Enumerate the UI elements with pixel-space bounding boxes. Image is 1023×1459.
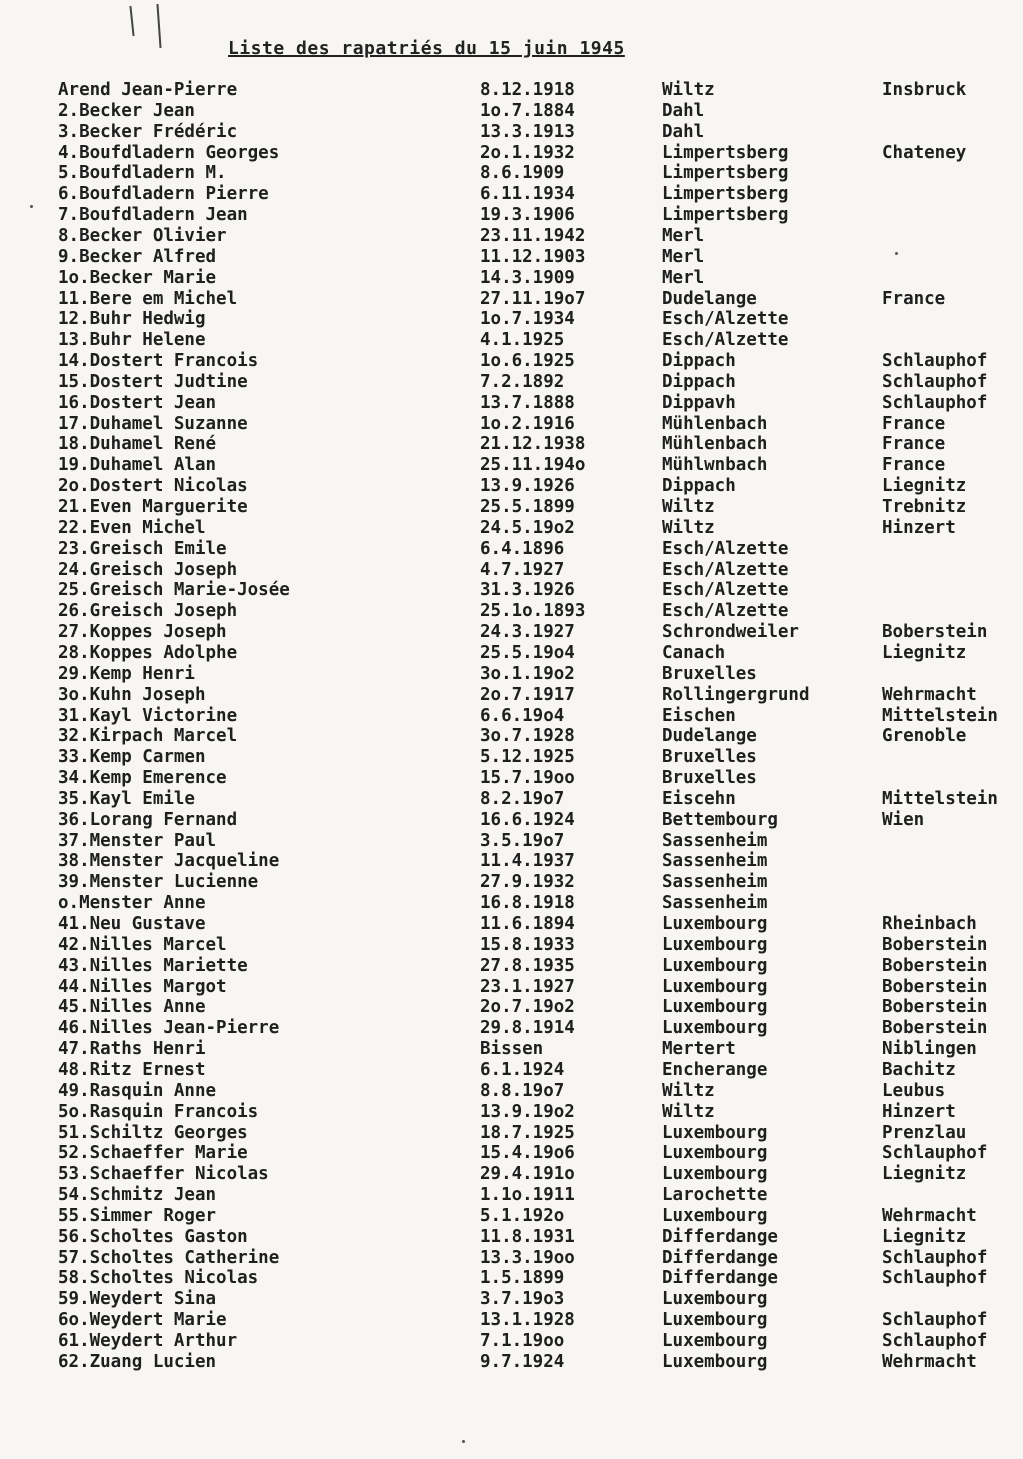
birth-place: Eiscehn — [662, 788, 736, 809]
destination: Wehrmacht — [882, 684, 977, 705]
list-item — [0, 789, 1023, 810]
birth-place: Eischen — [662, 705, 736, 726]
list-item — [0, 1081, 1023, 1102]
birth-date: 1.1o.1911 — [480, 1185, 575, 1206]
list-item — [0, 872, 1023, 893]
birth-place: Dippach — [662, 351, 736, 372]
list-item — [0, 1227, 1023, 1248]
list-item — [0, 518, 1023, 539]
person-name: 16.Dostert Jean — [58, 392, 217, 413]
list-item — [0, 747, 1023, 768]
list-item — [0, 101, 1023, 122]
birth-date: 27.8.1935 — [480, 955, 575, 976]
list-item — [0, 247, 1023, 268]
birth-date: 11.8.1931 — [480, 1226, 575, 1247]
list-item — [0, 1060, 1023, 1081]
birth-place: Luxembourg — [662, 955, 768, 976]
list-item — [0, 560, 1023, 581]
birth-place: Limpertsberg — [662, 142, 789, 163]
person-name: 6o.Weydert Marie — [58, 1310, 227, 1331]
birth-place: Luxembourg — [662, 1122, 768, 1143]
birth-place: Dudelange — [662, 726, 757, 747]
list-item — [0, 393, 1023, 414]
destination: France — [882, 455, 946, 476]
person-name: 25.Greisch Marie-Josée — [58, 580, 290, 601]
list-item — [0, 122, 1023, 143]
person-name: 2o.Dostert Nicolas — [58, 476, 248, 497]
birth-date: 2o.1.1932 — [480, 142, 575, 163]
list-item — [0, 831, 1023, 852]
birth-date: 3.7.19o3 — [480, 1289, 565, 1310]
list-item — [0, 205, 1023, 226]
destination: Liegnitz — [882, 1226, 967, 1247]
scan-mark-right — [156, 4, 161, 48]
birth-date: 13.7.1888 — [480, 392, 575, 413]
person-name: o.Menster Anne — [58, 893, 206, 914]
person-name: 13.Buhr Helene — [58, 330, 206, 351]
birth-date: 14.3.1909 — [480, 267, 575, 288]
list-item — [0, 1018, 1023, 1039]
birth-date: 25.11.194o — [480, 455, 586, 476]
list-item — [0, 351, 1023, 372]
birth-place: Luxembourg — [662, 934, 768, 955]
birth-date: 11.4.1937 — [480, 851, 575, 872]
person-name: 44.Nilles Margot — [58, 976, 227, 997]
destination: Boberstein — [882, 976, 988, 997]
destination: Schlauphof — [882, 1247, 988, 1268]
document-title: Liste des rapatriés du 15 juin 1945 — [228, 38, 625, 59]
destination: Wien — [882, 809, 925, 830]
birth-place: Luxembourg — [662, 1310, 768, 1331]
list-item — [0, 539, 1023, 560]
birth-place: Esch/Alzette — [662, 559, 789, 580]
birth-place: Luxembourg — [662, 914, 768, 934]
destination: Liegnitz — [882, 642, 967, 663]
list-item — [0, 977, 1023, 998]
birth-date: 15.8.1933 — [480, 934, 575, 955]
birth-date: 8.8.19o7 — [480, 1080, 565, 1101]
birth-date: 19.3.1906 — [480, 205, 575, 226]
person-name: 1o.Becker Marie — [58, 267, 217, 288]
list-item — [0, 1310, 1023, 1331]
list-item — [0, 1248, 1023, 1269]
birth-place: Larochette — [662, 1185, 768, 1206]
birth-place: Differdange — [662, 1247, 778, 1268]
birth-place: Luxembourg — [662, 1331, 768, 1351]
destination: France — [882, 413, 946, 434]
destination: Boberstein — [882, 934, 988, 955]
list-item — [0, 956, 1023, 977]
person-name: 23.Greisch Emile — [58, 538, 227, 559]
destination: Hinzert — [882, 1101, 956, 1122]
person-name: 14.Dostert Francois — [58, 351, 259, 372]
birth-place: Dahl — [662, 121, 705, 142]
birth-place: Dippach — [662, 476, 736, 497]
destination: Insbruck — [882, 80, 967, 100]
list-item — [0, 226, 1023, 247]
list-item — [0, 768, 1023, 789]
birth-date: 7.2.1892 — [480, 371, 565, 392]
birth-place: Sassenheim — [662, 893, 768, 914]
birth-place: Luxembourg — [662, 976, 768, 997]
birth-place: Bruxelles — [662, 663, 757, 684]
person-name: 47.Raths Henri — [58, 1039, 206, 1060]
birth-place: Mühlwnbach — [662, 455, 768, 476]
birth-place: Sassenheim — [662, 830, 768, 851]
list-item — [0, 1123, 1023, 1144]
destination: France — [882, 288, 946, 309]
person-name: 28.Koppes Adolphe — [58, 642, 238, 663]
birth-date: 1o.7.1934 — [480, 309, 575, 330]
birth-place: Esch/Alzette — [662, 580, 789, 601]
birth-place: Mertert — [662, 1039, 736, 1060]
birth-date: 2o.7.1917 — [480, 684, 575, 705]
birth-date: 25.5.1899 — [480, 497, 575, 517]
person-name: 15.Dostert Judtine — [58, 371, 248, 392]
birth-date: 4.7.1927 — [480, 559, 565, 580]
list-item — [0, 601, 1023, 622]
birth-date: 3o.7.1928 — [480, 726, 575, 747]
birth-place: Luxembourg — [662, 1289, 768, 1310]
list-item — [0, 268, 1023, 289]
person-name: Arend Jean-Pierre — [58, 80, 238, 100]
birth-place: Limpertsberg — [662, 205, 789, 226]
birth-place: Mühlenbach — [662, 434, 768, 455]
destination: Boberstein — [882, 622, 988, 643]
person-name: 18.Duhamel René — [58, 434, 217, 455]
person-name: 58.Scholtes Nicolas — [58, 1268, 259, 1289]
list-item — [0, 330, 1023, 351]
person-name: 2.Becker Jean — [58, 100, 195, 121]
person-name: 46.Nilles Jean-Pierre — [58, 1018, 280, 1039]
birth-place: Esch/Alzette — [662, 309, 789, 330]
list-item — [0, 893, 1023, 914]
birth-date: 13.9.19o2 — [480, 1101, 575, 1122]
birth-date: 8.12.1918 — [480, 80, 575, 100]
birth-date: 24.5.19o2 — [480, 517, 575, 538]
person-name: 52.Schaeffer Marie — [58, 1143, 248, 1164]
list-item — [0, 184, 1023, 205]
person-name: 53.Schaeffer Nicolas — [58, 1164, 269, 1185]
list-item — [0, 163, 1023, 184]
scan-mark-left — [129, 6, 134, 36]
destination: Liegnitz — [882, 476, 967, 497]
person-name: 42.Nilles Marcel — [58, 934, 227, 955]
birth-date: 9.7.1924 — [480, 1351, 565, 1372]
birth-date: 18.7.1925 — [480, 1122, 575, 1143]
list-item — [0, 1039, 1023, 1060]
person-name: 33.Kemp Carmen — [58, 747, 206, 768]
person-name: 17.Duhamel Suzanne — [58, 413, 248, 434]
person-name: 3.Becker Frédéric — [58, 121, 238, 142]
birth-date: 24.3.1927 — [480, 622, 575, 643]
birth-date: 27.11.19o7 — [480, 288, 586, 309]
birth-date: 23.1.1927 — [480, 976, 575, 997]
birth-place: Sassenheim — [662, 851, 768, 872]
birth-date: 27.9.1932 — [480, 872, 575, 893]
person-name: 9.Becker Alfred — [58, 246, 217, 267]
birth-date: 29.4.191o — [480, 1164, 575, 1185]
destination: Schlauphof — [882, 1143, 988, 1164]
person-name: 22.Even Michel — [58, 517, 206, 538]
person-name: 7.Boufdladern Jean — [58, 205, 248, 226]
birth-place: Differdange — [662, 1268, 778, 1289]
birth-place: Esch/Alzette — [662, 601, 789, 622]
birth-date: 4.1.1925 — [480, 330, 565, 351]
person-name: 45.Nilles Anne — [58, 997, 206, 1018]
list-item — [0, 685, 1023, 706]
birth-date: 8.6.1909 — [480, 163, 565, 184]
birth-place: Dippach — [662, 371, 736, 392]
destination: Schlauphof — [882, 392, 988, 413]
birth-date: 16.6.1924 — [480, 809, 575, 830]
destination: Mittelstein — [882, 705, 998, 726]
destination: Schlauphof — [882, 1331, 988, 1351]
birth-place: Luxembourg — [662, 1205, 768, 1226]
person-name: 51.Schiltz Georges — [58, 1122, 248, 1143]
person-name: 54.Schmitz Jean — [58, 1185, 217, 1206]
birth-date: 25.5.19o4 — [480, 642, 575, 663]
list-item — [0, 706, 1023, 727]
birth-date: 6.4.1896 — [480, 538, 565, 559]
birth-place: Luxembourg — [662, 997, 768, 1018]
list-item — [0, 622, 1023, 643]
birth-date: 5.1.192o — [480, 1205, 565, 1226]
birth-place: Mühlenbach — [662, 413, 768, 434]
birth-date: 1o.2.1916 — [480, 413, 575, 434]
list-item — [0, 1143, 1023, 1164]
destination: Rheinbach — [882, 914, 977, 934]
list-item — [0, 580, 1023, 601]
person-name: 5.Boufdladern M. — [58, 163, 227, 184]
list-item — [0, 1206, 1023, 1227]
list-item — [0, 1164, 1023, 1185]
birth-date: 3.5.19o7 — [480, 830, 565, 851]
list-item — [0, 935, 1023, 956]
birth-date: 15.7.19oo — [480, 768, 575, 789]
birth-place: Canach — [662, 642, 726, 663]
birth-date: 25.1o.1893 — [480, 601, 586, 622]
list-item — [0, 726, 1023, 747]
birth-date: 2o.7.19o2 — [480, 997, 575, 1018]
list-item — [0, 143, 1023, 164]
destination: Schlauphof — [882, 1268, 988, 1289]
destination: Schlauphof — [882, 351, 988, 372]
person-name: 6.Boufdladern Pierre — [58, 184, 269, 205]
list-item — [0, 497, 1023, 518]
person-name: 8.Becker Olivier — [58, 225, 227, 246]
birth-place: Esch/Alzette — [662, 330, 789, 351]
birth-place: Merl — [662, 246, 705, 267]
birth-date: Bissen — [480, 1039, 544, 1060]
person-name: 12.Buhr Hedwig — [58, 309, 206, 330]
list-item — [0, 1352, 1023, 1373]
person-name: 61.Weydert Arthur — [58, 1331, 238, 1351]
list-item — [0, 851, 1023, 872]
birth-date: 21.12.1938 — [480, 434, 586, 455]
list-item — [0, 372, 1023, 393]
birth-date: 5.12.1925 — [480, 747, 575, 768]
destination: Schlauphof — [882, 1310, 988, 1331]
person-name: 57.Scholtes Catherine — [58, 1247, 280, 1268]
birth-date: 7.1.19oo — [480, 1331, 565, 1351]
destination: France — [882, 434, 946, 455]
destination: Wehrmacht — [882, 1351, 977, 1372]
person-name: 56.Scholtes Gaston — [58, 1226, 248, 1247]
list-item — [0, 434, 1023, 455]
person-name: 19.Duhamel Alan — [58, 455, 217, 476]
destination: Mittelstein — [882, 788, 998, 809]
person-name: 36.Lorang Fernand — [58, 809, 238, 830]
person-name: 31.Kayl Victorine — [58, 705, 238, 726]
person-name: 32.Kirpach Marcel — [58, 726, 238, 747]
birth-date: 1o.6.1925 — [480, 351, 575, 372]
person-name: 55.Simmer Roger — [58, 1205, 217, 1226]
destination: Liegnitz — [882, 1164, 967, 1185]
person-name: 11.Bere em Michel — [58, 288, 238, 309]
birth-date: 13.3.1913 — [480, 121, 575, 142]
person-name: 62.Zuang Lucien — [58, 1351, 217, 1372]
destination: Wehrmacht — [882, 1205, 977, 1226]
destination: Boberstein — [882, 955, 988, 976]
birth-place: Dippavh — [662, 392, 736, 413]
birth-date: 15.4.19o6 — [480, 1143, 575, 1164]
birth-place: Luxembourg — [662, 1351, 768, 1372]
birth-place: Encherange — [662, 1059, 768, 1080]
birth-date: 13.3.19oo — [480, 1247, 575, 1268]
list-item — [0, 455, 1023, 476]
birth-place: Wiltz — [662, 517, 715, 538]
birth-place: Luxembourg — [662, 1143, 768, 1164]
person-name: 39.Menster Lucienne — [58, 872, 259, 893]
destination: Chateney — [882, 142, 967, 163]
destination: Prenzlau — [882, 1122, 967, 1143]
person-name: 35.Kayl Emile — [58, 788, 195, 809]
birth-place: Differdange — [662, 1226, 778, 1247]
birth-date: 31.3.1926 — [480, 580, 575, 601]
birth-place: Merl — [662, 267, 705, 288]
birth-date: 29.8.1914 — [480, 1018, 575, 1039]
list-item — [0, 643, 1023, 664]
birth-place: Schrondweiler — [662, 622, 799, 643]
person-name: 41.Neu Gustave — [58, 914, 206, 934]
birth-place: Wiltz — [662, 497, 715, 517]
destination: Grenoble — [882, 726, 967, 747]
person-name: 34.Kemp Emerence — [58, 768, 227, 789]
birth-place: Dahl — [662, 100, 705, 121]
birth-place: Merl — [662, 225, 705, 246]
destination: Trebnitz — [882, 497, 967, 517]
birth-place: Luxembourg — [662, 1164, 768, 1185]
list-item — [0, 810, 1023, 831]
birth-date: 11.12.1903 — [480, 246, 586, 267]
destination: Leubus — [882, 1080, 946, 1101]
birth-place: Limpertsberg — [662, 163, 789, 184]
birth-place: Dudelange — [662, 288, 757, 309]
birth-date: 6.6.19o4 — [480, 705, 565, 726]
list-item — [0, 414, 1023, 435]
birth-place: Bruxelles — [662, 747, 757, 768]
person-name: 48.Ritz Ernest — [58, 1059, 206, 1080]
birth-date: 16.8.1918 — [480, 893, 575, 914]
birth-place: Luxembourg — [662, 1018, 768, 1039]
destination: Boberstein — [882, 1018, 988, 1039]
list-item — [0, 309, 1023, 330]
person-name: 21.Even Marguerite — [58, 497, 248, 517]
person-name: 38.Menster Jacqueline — [58, 851, 280, 872]
birth-date: 6.1.1924 — [480, 1059, 565, 1080]
birth-place: Wiltz — [662, 1080, 715, 1101]
birth-date: 13.1.1928 — [480, 1310, 575, 1331]
person-name: 24.Greisch Joseph — [58, 559, 238, 580]
destination: Hinzert — [882, 517, 956, 538]
birth-date: 1o.7.1884 — [480, 100, 575, 121]
list-item — [0, 914, 1023, 935]
birth-date: 11.6.1894 — [480, 914, 575, 934]
destination: Bachitz — [882, 1059, 956, 1080]
list-item — [0, 289, 1023, 310]
destination: Niblingen — [882, 1039, 977, 1060]
birth-date: 3o.1.19o2 — [480, 663, 575, 684]
list-item — [0, 80, 1023, 101]
list-item — [0, 1289, 1023, 1310]
birth-date: 13.9.1926 — [480, 476, 575, 497]
person-name: 49.Rasquin Anne — [58, 1080, 217, 1101]
list-item — [0, 1102, 1023, 1123]
person-name: 3o.Kuhn Joseph — [58, 684, 206, 705]
person-name: 27.Koppes Joseph — [58, 622, 227, 643]
person-name: 4.Boufdladern Georges — [58, 142, 280, 163]
list-item — [0, 1185, 1023, 1206]
list-item — [0, 1331, 1023, 1352]
person-name: 5o.Rasquin Francois — [58, 1101, 259, 1122]
destination: Boberstein — [882, 997, 988, 1018]
scan-speck — [462, 1440, 465, 1443]
list-item — [0, 664, 1023, 685]
birth-date: 23.11.1942 — [480, 225, 586, 246]
birth-place: Sassenheim — [662, 872, 768, 893]
person-name: 59.Weydert Sina — [58, 1289, 217, 1310]
list-item — [0, 1268, 1023, 1289]
person-name: 29.Kemp Henri — [58, 663, 195, 684]
birth-place: Bettembourg — [662, 809, 778, 830]
list-item — [0, 997, 1023, 1018]
list-item — [0, 476, 1023, 497]
birth-date: 1.5.1899 — [480, 1268, 565, 1289]
birth-place: Esch/Alzette — [662, 538, 789, 559]
birth-place: Wiltz — [662, 1101, 715, 1122]
person-name: 26.Greisch Joseph — [58, 601, 238, 622]
destination: Schlauphof — [882, 371, 988, 392]
birth-place: Wiltz — [662, 80, 715, 100]
birth-place: Rollingergrund — [662, 684, 810, 705]
birth-date: 6.11.1934 — [480, 184, 575, 205]
birth-place: Bruxelles — [662, 768, 757, 789]
person-name: 43.Nilles Mariette — [58, 955, 248, 976]
birth-place: Limpertsberg — [662, 184, 789, 205]
birth-date: 8.2.19o7 — [480, 788, 565, 809]
person-name: 37.Menster Paul — [58, 830, 217, 851]
